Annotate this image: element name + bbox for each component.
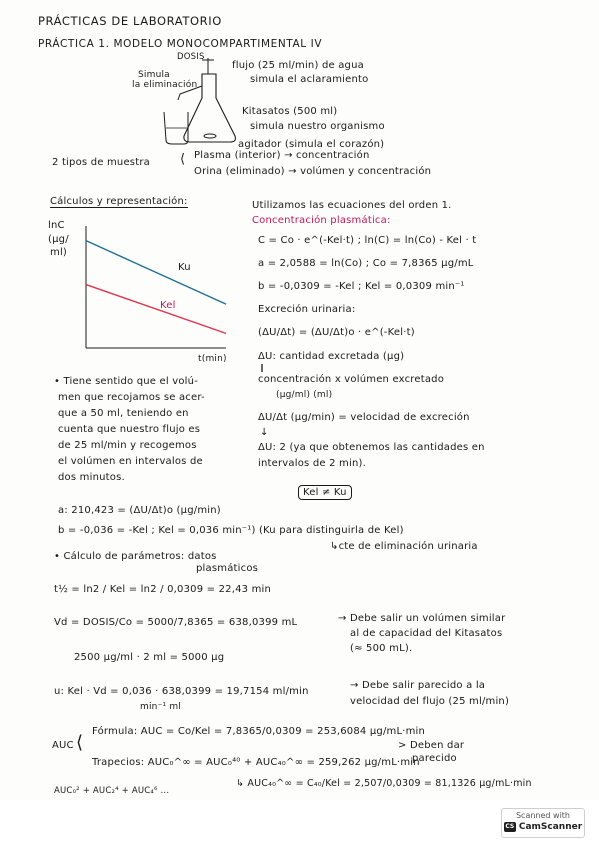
chart-ylabel-2: (µg/ xyxy=(48,234,69,245)
auc-label: AUC xyxy=(52,740,74,751)
plasmaticos-label: plasmáticos xyxy=(196,563,259,574)
clearance-units: min⁻¹ ml xyxy=(140,702,182,712)
series-line-kel xyxy=(86,285,226,334)
auc-brace-icon: ⟨ xyxy=(76,732,84,753)
organismo-label: simula nuestro organismo xyxy=(250,121,385,132)
camscanner-logo-icon: CS xyxy=(505,823,515,830)
du-definition: ΔU: cantidad excretada (µg) xyxy=(258,351,405,362)
ecuaciones-text: Utilizamos las ecuaciones del orden 1. xyxy=(252,200,452,211)
vd-note-3: (≈ 500 mL). xyxy=(350,643,413,654)
auc-formula: Fórmula: AUC = Co/Kel = 7,8365/0,0309 = 253,6084 µg/mL·min xyxy=(92,726,426,737)
clearance-equation: u: Kel · Vd = 0,036 · 638,0399 = 19,7154 ml/min xyxy=(54,686,309,697)
clearance-note-1: → Debe salir parecido a la xyxy=(350,680,486,691)
lnc-vs-time-chart xyxy=(80,222,230,352)
half-life-equation: t½ = ln2 / Kel = ln2 / 0,0309 = 22,43 min xyxy=(54,584,272,595)
kitasatos-label: Kitasatos (500 ml) xyxy=(242,106,338,117)
auc-sum: AUC₀² + AUC₂⁴ + AUC₄⁶ ... xyxy=(54,786,170,796)
page-title: PRÁCTICAS DE LABORATORIO xyxy=(38,14,222,28)
du-equals-mark: ‖ xyxy=(260,363,265,372)
dose-calc: 2500 µg/ml · 2 ml = 5000 µg xyxy=(74,652,225,663)
series-line-ku xyxy=(86,241,226,304)
kel-ne-ku-box: Kel ≠ Ku xyxy=(298,485,352,500)
practice-title: PRÁCTICA 1. MODELO MONOCOMPARTIMENTAL IV xyxy=(38,38,323,50)
auc-deben-dar: > Deben dar xyxy=(398,740,465,751)
du-velocity: ΔU/Δt (µg/min) = velocidad de excreción xyxy=(258,412,470,423)
orina-line: Orina (eliminado) → volúmen y concentración xyxy=(194,166,432,177)
camscanner-brand: CamScanner xyxy=(518,822,583,832)
du-interval-2: intervalos de 2 min). xyxy=(258,458,366,469)
auc-parecido: parecido xyxy=(412,753,457,764)
clearance-note-2: velocidad del flujo (25 ml/min) xyxy=(350,696,510,707)
note-line-3: que a 50 ml, teniendo en xyxy=(58,408,189,419)
row-b-value: b = -0,036 = -Kel ; Kel = 0,036 min⁻¹) (Ku para distinguirla de Kel) xyxy=(58,525,404,536)
equation-1: C = Co · e^(-Kel·t) ; ln(C) = ln(Co) - Kel · t xyxy=(258,235,477,246)
simula-label: Simula xyxy=(138,70,170,80)
equation-3: b = -0,0309 = -Kel ; Kel = 0,0309 min⁻¹ xyxy=(258,281,465,292)
plasma-line: Plasma (interior) → concentración xyxy=(194,150,370,161)
note-line-2: men que recojamos se acer- xyxy=(58,392,205,403)
kel-series-label: Kel xyxy=(160,300,176,311)
du-arrow-icon: ↓ xyxy=(260,427,269,438)
equation-4: (ΔU/Δt) = (ΔU/Δt)o · e^(-Kel·t) xyxy=(258,327,415,338)
note-line-6: el volúmen en intervalos de xyxy=(58,456,203,467)
note-line-1: • Tiene sentido que el volú- xyxy=(54,376,199,387)
muestras-brace-icon: ⟨ xyxy=(180,152,186,167)
du-interval-1: ΔU: 2 (ya que obtenemos las cantidades en xyxy=(258,442,485,453)
chart-xlabel: t(min) xyxy=(198,354,227,364)
aclaramiento-label: simula el aclaramiento xyxy=(250,74,369,85)
note-line-7: dos minutos. xyxy=(58,472,125,483)
vd-equation: Vd = DOSIS/Co = 5000/7,8365 = 638,0399 mL xyxy=(54,617,298,628)
muestras-label: 2 tipos de muestra xyxy=(52,157,150,168)
equation-2: a = 2,0588 = ln(Co) ; Co = 7,8365 µg/mL xyxy=(258,258,474,269)
vd-note-2: al de capacidad del Kitasatos xyxy=(350,628,503,639)
flujo-label: flujo (25 ml/min) de agua xyxy=(232,60,364,71)
agitador-label: agitador (simula el corazón) xyxy=(238,139,385,150)
note-line-5: de 25 ml/min y recogemos xyxy=(58,440,197,451)
camscanner-badge xyxy=(501,808,585,838)
ku-series-label: Ku xyxy=(178,262,191,273)
chart-ylabel-1: lnC xyxy=(48,220,65,231)
vd-note-1: → Debe salir un volúmen similar xyxy=(338,613,506,624)
du-units: (µg/ml) (ml) xyxy=(276,390,333,400)
conc-plasmatica-heading: Concentración plasmática: xyxy=(252,215,391,226)
calculos-heading: Cálculos y representación: xyxy=(50,196,188,207)
dosis-label: DOSIS xyxy=(177,52,205,62)
eliminacion-label: la eliminación xyxy=(132,80,198,90)
scanned-with-label: Scanned with xyxy=(515,811,571,820)
cte-eliminacion-note: ↳cte de eliminación urinaria xyxy=(330,541,478,552)
row-a-value: a: 210,423 = (ΔU/Δt)o (µg/min) xyxy=(58,505,221,516)
note-line-4: cuenta que nuestro flujo es xyxy=(58,424,201,435)
parametros-heading: • Cálculo de parámetros: datos xyxy=(54,551,217,562)
auc-tail-calc: ↳ AUC₄₀^∞ = C₄₀/Kel = 2,507/0,0309 = 81,1326 µg/mL·min xyxy=(236,778,532,789)
auc-trapecios: Trapecios: AUC₀^∞ = AUC₀⁴⁰ + AUC₄₀^∞ = 259,262 µg/mL·min xyxy=(92,757,420,768)
chart-ylabel-3: ml) xyxy=(50,247,68,258)
excrecion-heading: Excreción urinaria: xyxy=(258,304,356,315)
du-concentration: concentración x volúmen excretado xyxy=(258,374,445,385)
